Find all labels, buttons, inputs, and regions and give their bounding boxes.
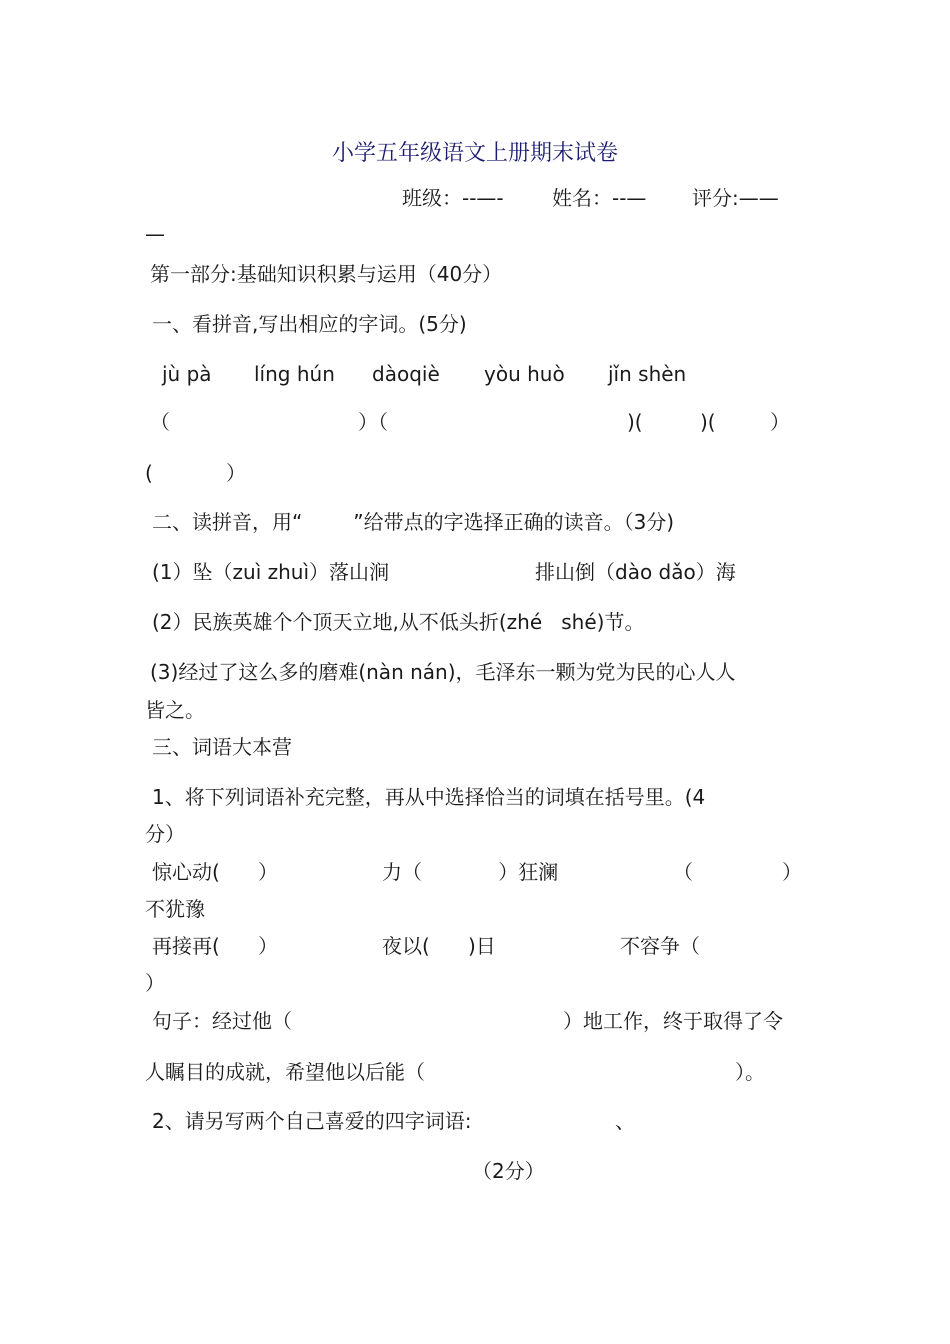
q2-heading: 二、读拼音，用“ ”给带点的字选择正确的读音。（3分) [152, 510, 675, 534]
class-field-label: 班级：--—- [402, 186, 504, 210]
q3-sub1-line1: 1、将下列词语补充完整，再从中选择恰当的词填在括号里。(4 [152, 785, 706, 809]
q3-heading: 三、词语大本营 [152, 735, 292, 759]
answer-blank-bracket: ） [770, 410, 790, 434]
pinyin-item: jù pà [162, 362, 212, 386]
idiom-blank: （ ） [673, 860, 803, 884]
exam-title: 小学五年级语文上册期末试卷 [331, 141, 618, 166]
q3-sub1-line2: 分） [145, 822, 185, 846]
answer-blank-bracket: ( [145, 461, 153, 485]
idiom-wrap: 不犹豫 [145, 897, 205, 921]
score-field-label: 评分:—— [692, 186, 779, 210]
idiom-wrap: ） [145, 971, 165, 995]
q3-sub2-score: （2分） [472, 1159, 545, 1183]
pinyin-item: líng hún [254, 362, 335, 386]
score-field-wrap: — [145, 222, 165, 246]
name-field-label: 姓名：--— [552, 186, 647, 210]
sentence-line-1a: 句子：经过他（ [152, 1009, 292, 1033]
pinyin-item: yòu huò [484, 362, 565, 386]
idiom-blank: 力（ ）狂澜 [382, 860, 559, 884]
sentence-line-2b: ）。 [735, 1060, 765, 1084]
idiom-blank: 夜以( )日 [382, 934, 496, 958]
q2-item-1b: 排山倒（dào dǎo）海 [535, 560, 736, 584]
pinyin-item: dàoqiè [372, 362, 440, 386]
answer-blank-bracket: ） [226, 461, 246, 485]
q3-sub2: 2、请另写两个自己喜爱的四字词语: [152, 1109, 472, 1133]
sentence-line-2a: 人瞩目的成就，希望他以后能（ [145, 1060, 425, 1084]
q1-heading: 一、看拼音,写出相应的字词。(5分) [152, 312, 467, 336]
idiom-blank: 不容争（ [620, 934, 700, 958]
q3-sub2-separator: 、 [615, 1109, 635, 1133]
answer-blank-bracket: （ [150, 410, 170, 434]
pinyin-item: jǐn shèn [608, 362, 687, 386]
idiom-blank: 惊心动( ） [152, 860, 278, 884]
q2-item-3a: (3)经过了这么多的磨难(nàn nán)，毛泽东一颗为党为民的心人人 [150, 660, 736, 684]
answer-blank-bracket: )( [627, 410, 643, 434]
answer-blank-bracket: )( [700, 410, 716, 434]
q2-item-1a: (1）坠（zuì zhuì）落山涧 [152, 560, 390, 584]
part1-heading: 第一部分:基础知识积累与运用（40分） [150, 262, 503, 286]
idiom-blank: 再接再( ） [152, 934, 278, 958]
q2-item-2: (2）民族英雄个个顶天立地,从不低头折(zhé shé)节。 [152, 610, 645, 634]
q2-item-3b: 皆之。 [145, 698, 205, 722]
sentence-line-1b: ）地工作，终于取得了令 [563, 1009, 783, 1033]
answer-blank-bracket: ）（ [358, 410, 388, 434]
